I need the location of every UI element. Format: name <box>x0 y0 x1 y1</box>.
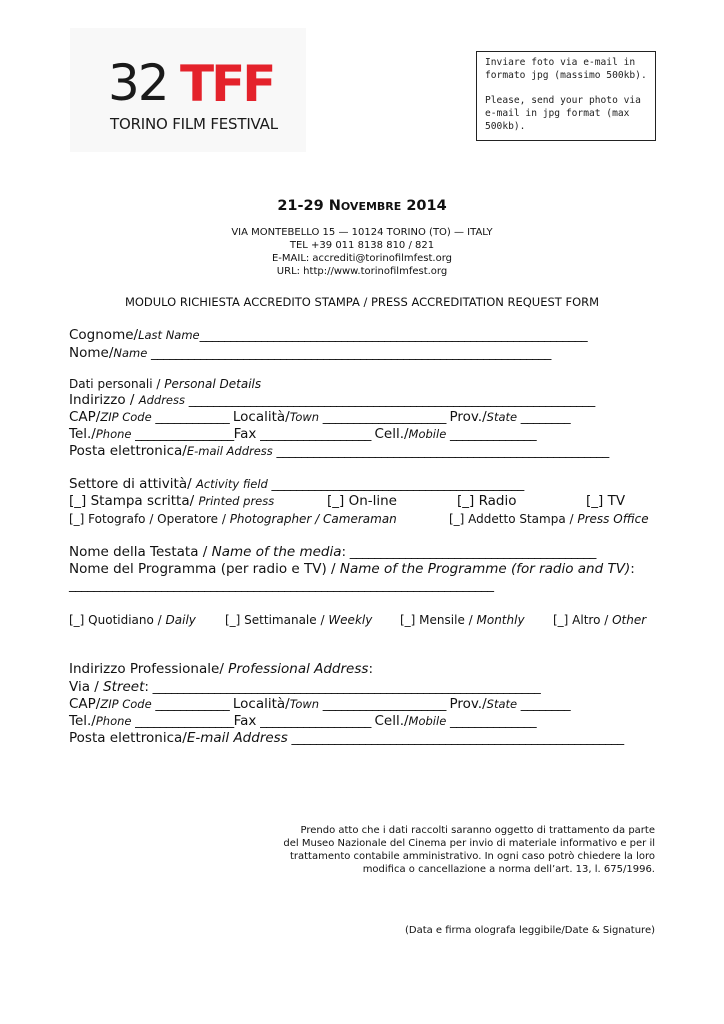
privacy-notice <box>283 824 655 876</box>
privacy-line: del Museo Nazionale del Cinema per invio di materiale informativo e per il <box>283 838 655 849</box>
professional-address-heading: Indirizzo Professionale/ Professional Address: <box>69 661 373 677</box>
form-title: MODULO RICHIESTA ACCREDITO STAMPA / PRESS ACCREDITATION REQUEST FORM <box>124 295 600 309</box>
checkbox-tv[interactable]: [_] TV <box>586 493 626 509</box>
pro-email-field[interactable]: Posta elettronica/E-mail Address ______________________________________________________ <box>69 730 624 746</box>
festival-phone: TEL +39 011 8138 810 / 821 <box>289 240 435 251</box>
checkbox-press-office[interactable]: [_] Addetto Stampa / Press Office <box>449 512 649 526</box>
checkbox-radio[interactable]: [_] Radio <box>457 493 517 509</box>
signature-label: (Data e firma olografa leggibile/Date & Signature) <box>404 925 655 936</box>
programme-name-label: Nome del Programma (per radio e TV) / Name of the Programme (for radio and TV): <box>69 561 635 577</box>
privacy-line: Prendo atto che i dati raccolti saranno oggetto di trattamento da parte <box>300 825 655 836</box>
festival-address: VIA MONTEBELLO 15 — 10124 TORINO (TO) — ITALY <box>231 227 493 238</box>
checkbox-online[interactable]: [_] On-line <box>327 493 397 509</box>
pro-zip-town-state-row[interactable]: CAP/ZIP Code ____________ Località/Town ____________________ Prov./State ________ <box>69 696 571 712</box>
checkbox-monthly[interactable]: [_] Mensile / Monthly <box>400 613 525 627</box>
checkbox-weekly[interactable]: [_] Settimanale / Weekly <box>225 613 373 627</box>
programme-name-field[interactable]: _____________________________________________________________________ <box>69 577 494 593</box>
festival-url: URL: http://www.torinofilmfest.org <box>276 266 448 277</box>
pro-phone-fax-mobile-row[interactable]: Tel./Phone ________________Fax __________________ Cell./Mobile ______________ <box>69 713 537 729</box>
festival-dates: 21-29 NOVEMBRE 2014 <box>277 198 447 214</box>
street-field[interactable]: Via / Street: _______________________________________________________________ <box>69 679 541 695</box>
logo-name: TORINO FILM FESTIVAL <box>110 115 278 133</box>
checkbox-other[interactable]: [_] Altro / Other <box>553 613 647 627</box>
first-name-field[interactable]: Nome/Name _________________________________________________________________ <box>69 345 551 361</box>
email-field[interactable]: Posta elettronica/E-mail Address ______________________________________________________ <box>69 443 609 459</box>
checkbox-photographer[interactable]: [_] Fotografo / Operatore / Photographer / Cameraman <box>69 512 397 526</box>
photo-note-it: Inviare foto via e-mail in formato jpg (massimo 500kb). <box>485 57 647 81</box>
festival-email: E-MAIL: accrediti@torinofilmfest.org <box>271 253 453 264</box>
activity-field[interactable]: Settore di attività/ Activity field _________________________________________ <box>69 476 524 492</box>
logo-number: 32 <box>108 54 168 112</box>
logo-tff: TFF <box>180 55 274 113</box>
media-name-field[interactable]: Nome della Testata / Name of the media: ________________________________________ <box>69 544 596 560</box>
checkbox-daily[interactable]: [_] Quotidiano / Daily <box>69 613 196 627</box>
address-field[interactable]: Indirizzo / Address __________________________________________________________________ <box>69 392 595 408</box>
photo-instructions-box <box>476 51 656 141</box>
checkbox-printed-press[interactable]: [_] Stampa scritta/ Printed press <box>69 493 275 509</box>
phone-fax-mobile-row[interactable]: Tel./Phone ________________Fax __________________ Cell./Mobile ______________ <box>69 426 537 442</box>
zip-town-state-row[interactable]: CAP/ZIP Code ____________ Località/Town ____________________ Prov./State ________ <box>69 409 571 425</box>
festival-logo <box>70 28 306 152</box>
privacy-line: trattamento contabile amministrativo. In ogni caso potrò chiedere la loro <box>289 851 655 862</box>
privacy-line: modifica o cancellazione a norma dell’art. 13, l. 675/1996. <box>362 864 655 875</box>
last-name-field[interactable]: Cognome/Last Name_______________________________________________________________ <box>69 327 588 343</box>
personal-details-heading: Dati personali / Personal Details <box>69 377 262 391</box>
photo-note-en: Please, send your photo via e-mail in jpg format (max 500kb). <box>485 95 641 132</box>
